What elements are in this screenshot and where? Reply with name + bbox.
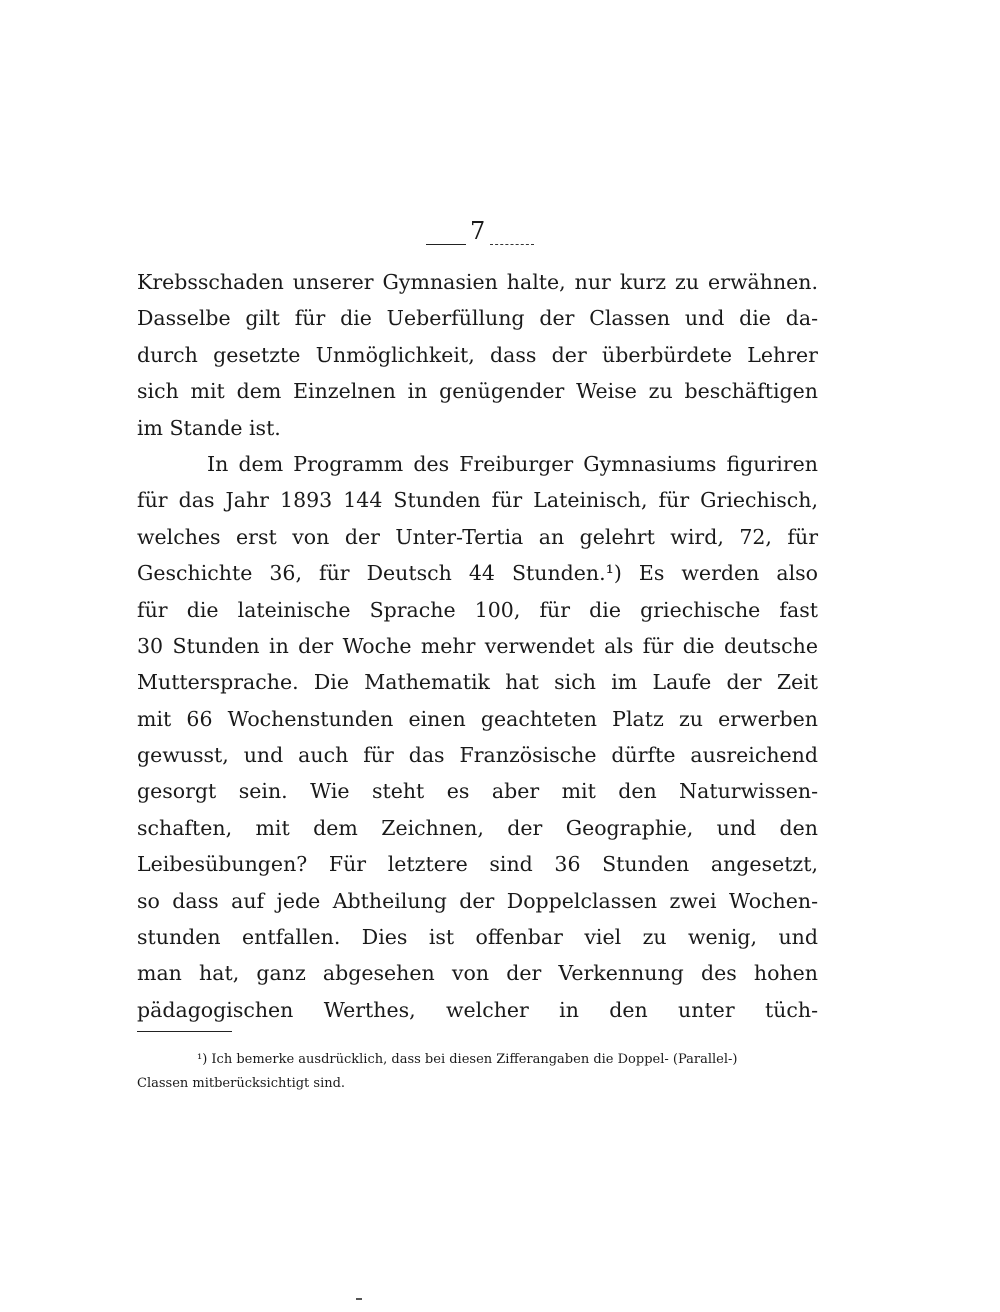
body-line: für die lateinische Sprache 100, für die griechische fast [137, 597, 818, 622]
body-line: für das Jahr 1893 144 Stunden für Lateinisch, für Griechisch, [137, 488, 818, 513]
body-line: Leibesübungen? Für letztere sind 36 Stunden angesetzt, [137, 852, 818, 877]
body-line: durch gesetzte Unmöglichkeit, dass der überbürdete Lehrer [137, 342, 818, 367]
body-line: welches erst von der Unter-Tertia an gelehrt wird, 72, für [137, 524, 818, 549]
page-header [426, 214, 536, 254]
body-text [137, 264, 818, 1028]
footnote-line: Classen mitberücksichtigt sind. [137, 1076, 346, 1091]
body-line: stunden entfallen. Dies ist offenbar viel zu wenig, und [137, 925, 818, 950]
body-line: im Stande ist. [137, 415, 281, 440]
footnote [137, 1048, 818, 1096]
body-line: Dasselbe gilt für die Ueberfüllung der Classen und die da- [137, 306, 818, 331]
footnote-separator [137, 1031, 232, 1032]
body-line: man hat, ganz abgesehen von der Verkennung des hohen [137, 961, 818, 986]
header-rule-right [490, 244, 534, 245]
body-line: 30 Stunden in der Woche mehr verwendet als für die deutsche [137, 633, 818, 658]
body-line: In dem Programm des Freiburger Gymnasiums figuriren [207, 451, 818, 476]
footnote-line: ¹) Ich bemerke ausdrücklich, dass bei diesen Zifferangaben die Doppel- (Parallel-) [197, 1052, 738, 1067]
scan-mark [356, 1298, 362, 1300]
body-line: gesorgt sein. Wie steht es aber mit den Naturwissen- [137, 779, 818, 804]
body-line: sich mit dem Einzelnen in genügender Weise zu beschäftigen [137, 379, 818, 404]
header-rule-left [426, 244, 466, 245]
body-line: pädagogischen Werthes, welcher in den unter tüch- [137, 997, 818, 1022]
body-line: gewusst, und auch für das Französische dürfte ausreichend [137, 743, 818, 768]
body-line: Geschichte 36, für Deutsch 44 Stunden.¹) Es werden also [137, 561, 818, 586]
body-line: so dass auf jede Abtheilung der Doppelclassen zwei Wochen- [137, 888, 818, 913]
body-line: Muttersprache. Die Mathematik hat sich im Laufe der Zeit [137, 670, 818, 695]
body-line: Krebsschaden unserer Gymnasien halte, nur kurz zu erwähnen. [137, 270, 818, 294]
page-number: 7 [470, 217, 486, 245]
body-line: mit 66 Wochenstunden einen geachteten Platz zu erwerben [137, 706, 818, 731]
body-line: schaften, mit dem Zeichnen, der Geographie, und den [137, 815, 818, 840]
